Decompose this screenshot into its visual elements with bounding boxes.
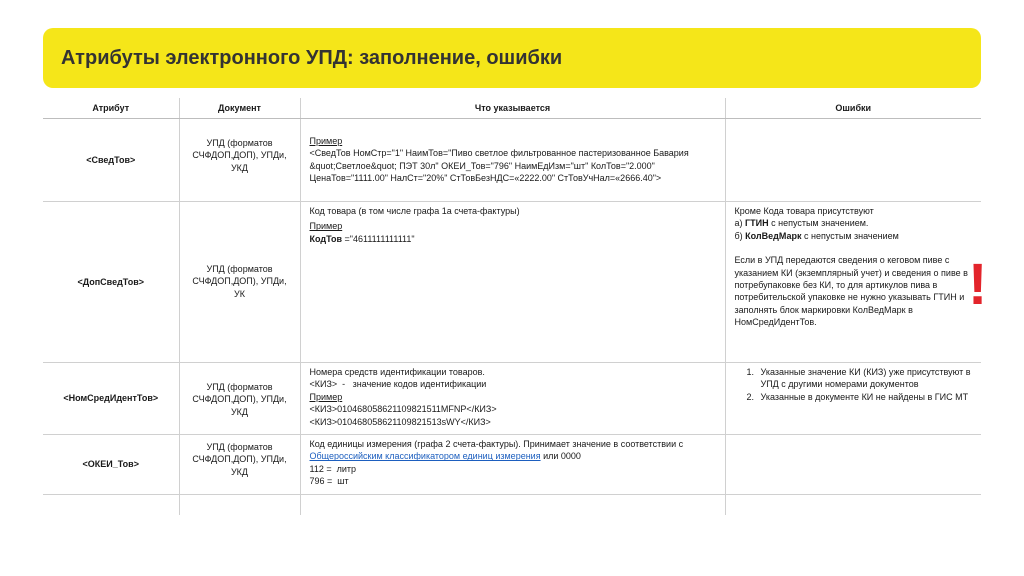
- what-cell: [300, 435, 725, 495]
- code-example: [310, 233, 716, 245]
- what-cell: [300, 202, 725, 363]
- errors-list: [735, 366, 973, 403]
- example-line-2: <КИЗ>010468058621109821513sWY</КИЗ>: [309, 416, 491, 427]
- empty-cell: [300, 495, 725, 515]
- page-title: Атрибуты электронного УПД: заполнение, ошибки: [61, 46, 563, 69]
- errors-cell: [725, 119, 981, 202]
- description-before-link: Код единицы измерения (графа 2 счета-фактуры). Принимает значение в соответствии с: [309, 439, 684, 449]
- doc-cell: [179, 119, 300, 202]
- header-errors: Ошибки: [725, 98, 981, 119]
- header-document: Документ: [179, 98, 300, 119]
- example-line-1: <КИЗ>010468058621109821511MFNP</КИЗ>: [309, 404, 497, 415]
- description: [310, 438, 716, 463]
- table-header-row: [43, 98, 981, 119]
- table-row: [43, 495, 981, 515]
- errors-cell: [725, 202, 981, 363]
- gtin-term: ГТИН: [745, 218, 769, 229]
- description: Код товара (в том числе графа 1а счета-фактуры): [309, 206, 520, 216]
- item-prefix: б): [734, 230, 746, 241]
- errors-cell: [725, 363, 981, 435]
- attr-cell: <НомСредИдентТов>: [43, 363, 179, 435]
- header-what: Что указывается: [300, 98, 725, 119]
- doc-text: УПД (форматов СЧФДОП,ДОП), УПДи, УКД: [192, 138, 287, 173]
- description-after-link: или 0000: [540, 451, 581, 462]
- what-cell: [300, 119, 725, 202]
- errors-intro: Кроме Кода товара присутствуют: [734, 206, 874, 216]
- empty-cell: [43, 495, 179, 515]
- example-text: <СведТов НомСтр="1" НаимТов="Пиво светлое фильтрованное пастеризованное Бавария &quot;Светлое&quot; ПЭТ 30л" ОКЕИ_Тов="796" НаимЕдИзм="шт" КолТов="2.000" ЦенаТов="1111.00" НалСт="20%" СтТовБезНДС=«2222.00" СтТовУчНал=«2666.40">: [309, 148, 689, 184]
- list-item: 1. Указанные значение КИ (КИЗ) уже присутствуют в УПД с другими номерами документов: [757, 366, 973, 391]
- table-row: [43, 435, 981, 495]
- doc-text: УПД (форматов СЧФДОП,ДОП), УПДи, УК: [192, 263, 287, 299]
- unit-piece: 796 = шт: [309, 476, 349, 487]
- what-cell: [300, 363, 725, 435]
- empty-cell: [179, 495, 300, 515]
- errors-paragraph: Если в УПД передаются сведения о кеговом пиве с указанием КИ (экземплярный учет) и сведения о пиве в потребупаковке без КИ, то для артикулов пива в потребительской упаковке не нужно указывать ГТИН и заполнять блок маркировки КолВедМарк в НомСредИдентТов.: [734, 255, 968, 328]
- doc-cell: [179, 435, 300, 495]
- example-label: Пример: [309, 221, 343, 232]
- title-banner: [43, 28, 981, 88]
- attr-cell: <ДопСведТов>: [43, 202, 179, 363]
- attr-cell: <СведТов>: [43, 119, 179, 202]
- table-row: [43, 119, 981, 202]
- example-label: Пример: [309, 391, 343, 402]
- doc-text: УПД (форматов СЧФДОП,ДОП), УПДи, УКД: [192, 442, 287, 477]
- errors-cell: [725, 435, 981, 495]
- header-attribute: Атрибут: [43, 98, 179, 119]
- doc-cell: [179, 202, 300, 363]
- table-row: [43, 202, 981, 363]
- doc-cell: [179, 363, 300, 435]
- kolvedmark-term: КолВедМарк: [745, 230, 802, 241]
- attr-cell: <ОКЕИ_Тов>: [43, 435, 179, 495]
- item-rest: с непустым значением: [801, 230, 899, 241]
- kiz-description: <КИЗ> - значение кодов идентификации: [309, 379, 487, 390]
- description: Номера средств идентификации товаров.: [309, 367, 485, 377]
- item-rest: с непустым значением.: [768, 218, 869, 229]
- table-row: [43, 363, 981, 435]
- code-name: КодТов: [309, 233, 343, 244]
- code-value: ="4611111111111": [342, 233, 415, 244]
- empty-cell: [725, 495, 981, 515]
- example-label: Пример: [309, 136, 343, 146]
- list-item: 2. Указанные в документе КИ не найдены в ГИС МТ: [757, 391, 973, 403]
- doc-text: УПД (форматов СЧФДОП,ДОП), УПДи, УКД: [192, 382, 287, 417]
- errors-item-a: [735, 217, 973, 229]
- attributes-table: [43, 98, 981, 515]
- spacer: [735, 242, 973, 254]
- unit-liter: 112 = литр: [309, 463, 357, 474]
- errors-item-b: [735, 230, 973, 242]
- okei-classifier-link[interactable]: Общероссийским классификатором единиц измерения: [309, 451, 541, 462]
- warning-exclamation-icon: !: [968, 252, 988, 317]
- item-prefix: а): [734, 218, 746, 229]
